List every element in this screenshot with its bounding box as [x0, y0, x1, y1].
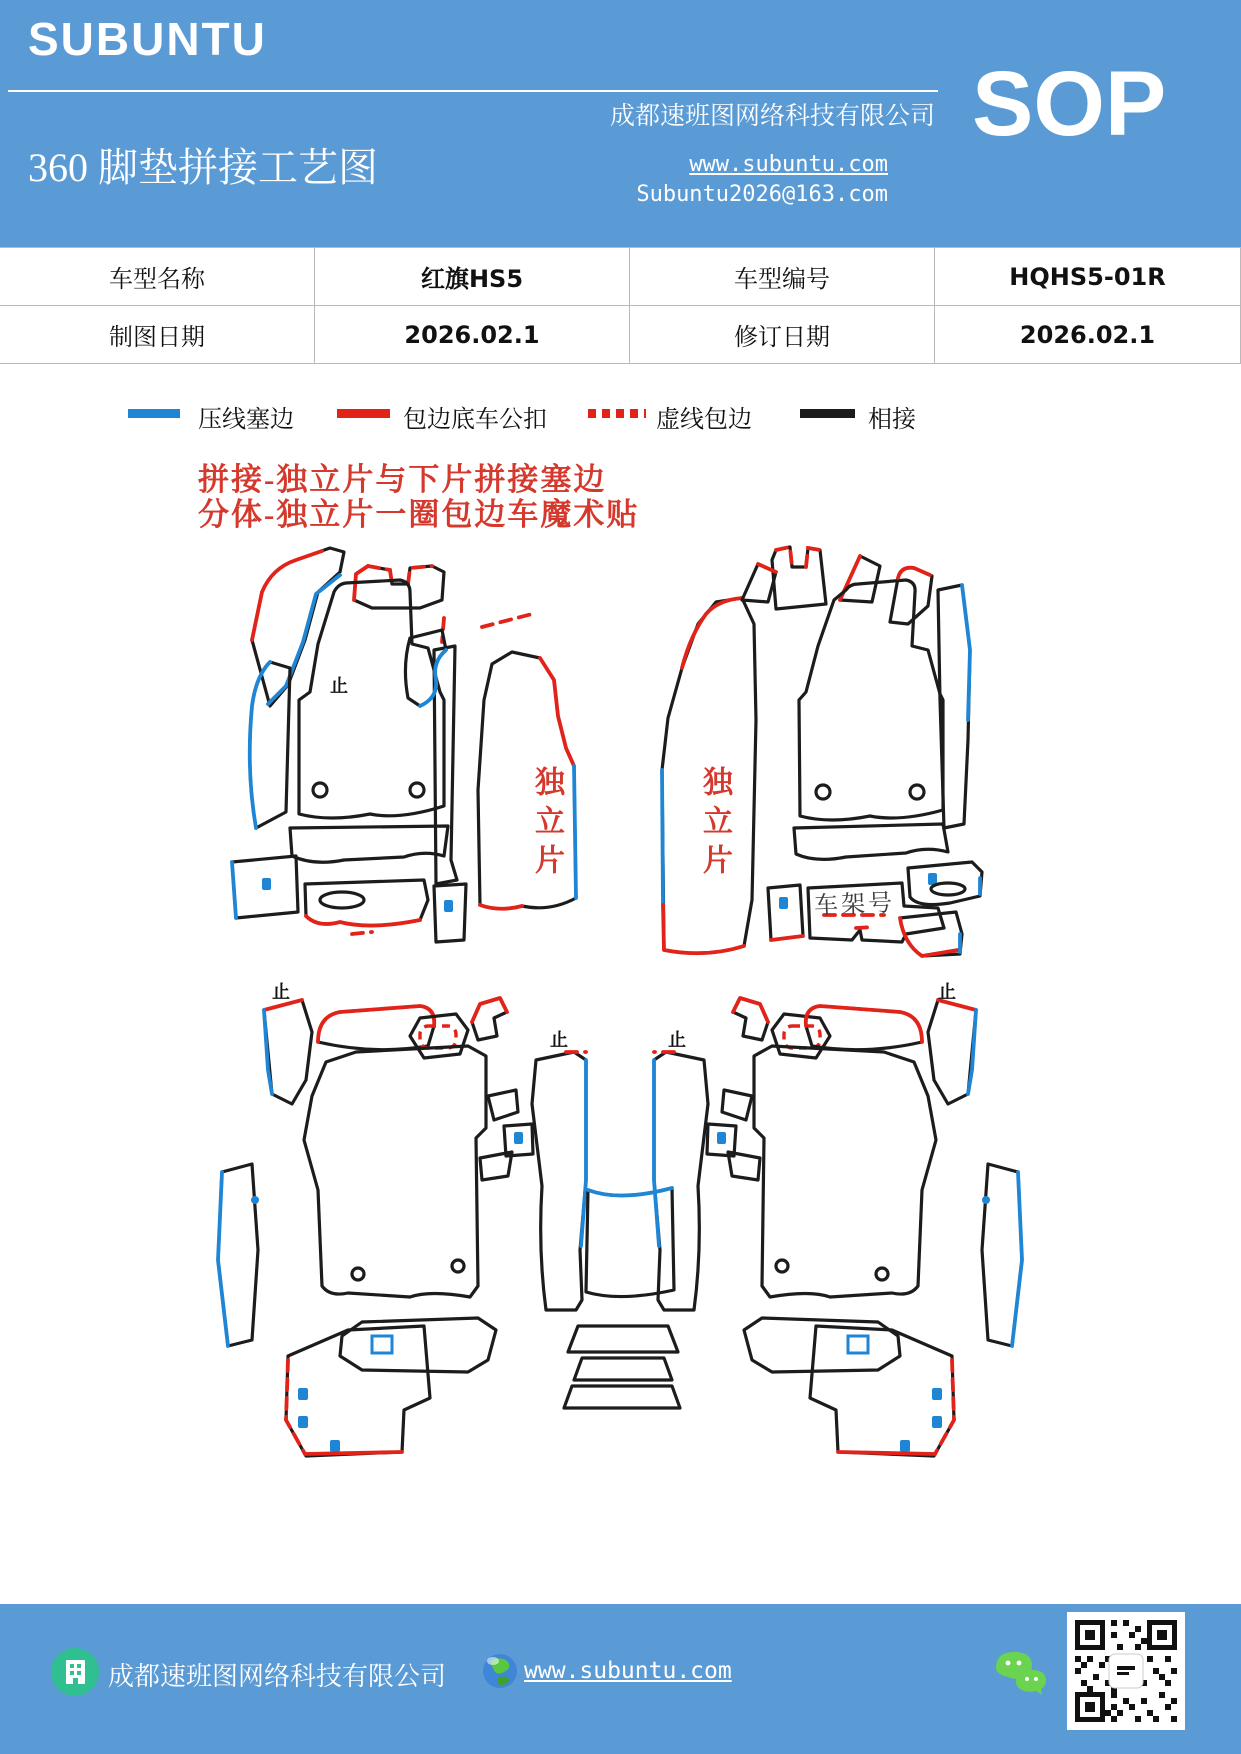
- footer-company-name: 成都速班图网络科技有限公司: [108, 1662, 447, 1691]
- table-cell-revdate-value: 2026.02.1: [934, 305, 1241, 364]
- process-note-line2: 分体-独立片一圈包边车魔术贴: [198, 497, 640, 532]
- page-title: 360 脚垫拼接工艺图: [28, 145, 378, 190]
- table-cell-model-value: 红旗HS5: [314, 247, 630, 306]
- header-website-link[interactable]: www.subuntu.com: [689, 152, 888, 177]
- legend-label-dashed-wrap: 虚线包边: [656, 407, 752, 433]
- legend-label-joint: 相接: [868, 407, 916, 433]
- stop-mark: 止: [668, 1030, 686, 1051]
- process-note-line1: 拼接-独立片与下片拼接塞边: [198, 462, 607, 497]
- table-cell-code-label: 车型编号: [629, 247, 935, 306]
- footer-website-link[interactable]: www.subuntu.com: [524, 1658, 732, 1684]
- independent-piece-label-left: 独立片: [530, 766, 563, 883]
- header-email: Subuntu2026@163.com: [636, 182, 888, 207]
- stop-mark: 止: [272, 982, 290, 1003]
- legend-label-wrap-buckle: 包边底车公扣: [403, 407, 547, 433]
- table-cell-code-value: HQHS5-01R: [934, 247, 1241, 306]
- table-cell-model-label: 车型名称: [0, 247, 315, 306]
- legend-label-press-edge: 压线塞边: [198, 407, 294, 433]
- stop-mark: 止: [550, 1030, 568, 1051]
- brand-logo-text: SUBUNTU: [28, 13, 267, 65]
- table-cell-drawdate-label: 制图日期: [0, 305, 315, 364]
- table-cell-drawdate-value: 2026.02.1: [314, 305, 630, 364]
- table-cell-revdate-label: 修订日期: [629, 305, 935, 364]
- rear-mat-group: [218, 998, 1022, 1456]
- stop-mark: 止: [938, 982, 956, 1003]
- sop-badge: SOP: [972, 53, 1167, 155]
- vin-label: 车架号: [813, 890, 896, 920]
- stop-mark: 止: [330, 676, 348, 697]
- independent-piece-label-right: 独立片: [698, 766, 731, 883]
- header-company-name: 成都速班图网络科技有限公司: [609, 103, 935, 130]
